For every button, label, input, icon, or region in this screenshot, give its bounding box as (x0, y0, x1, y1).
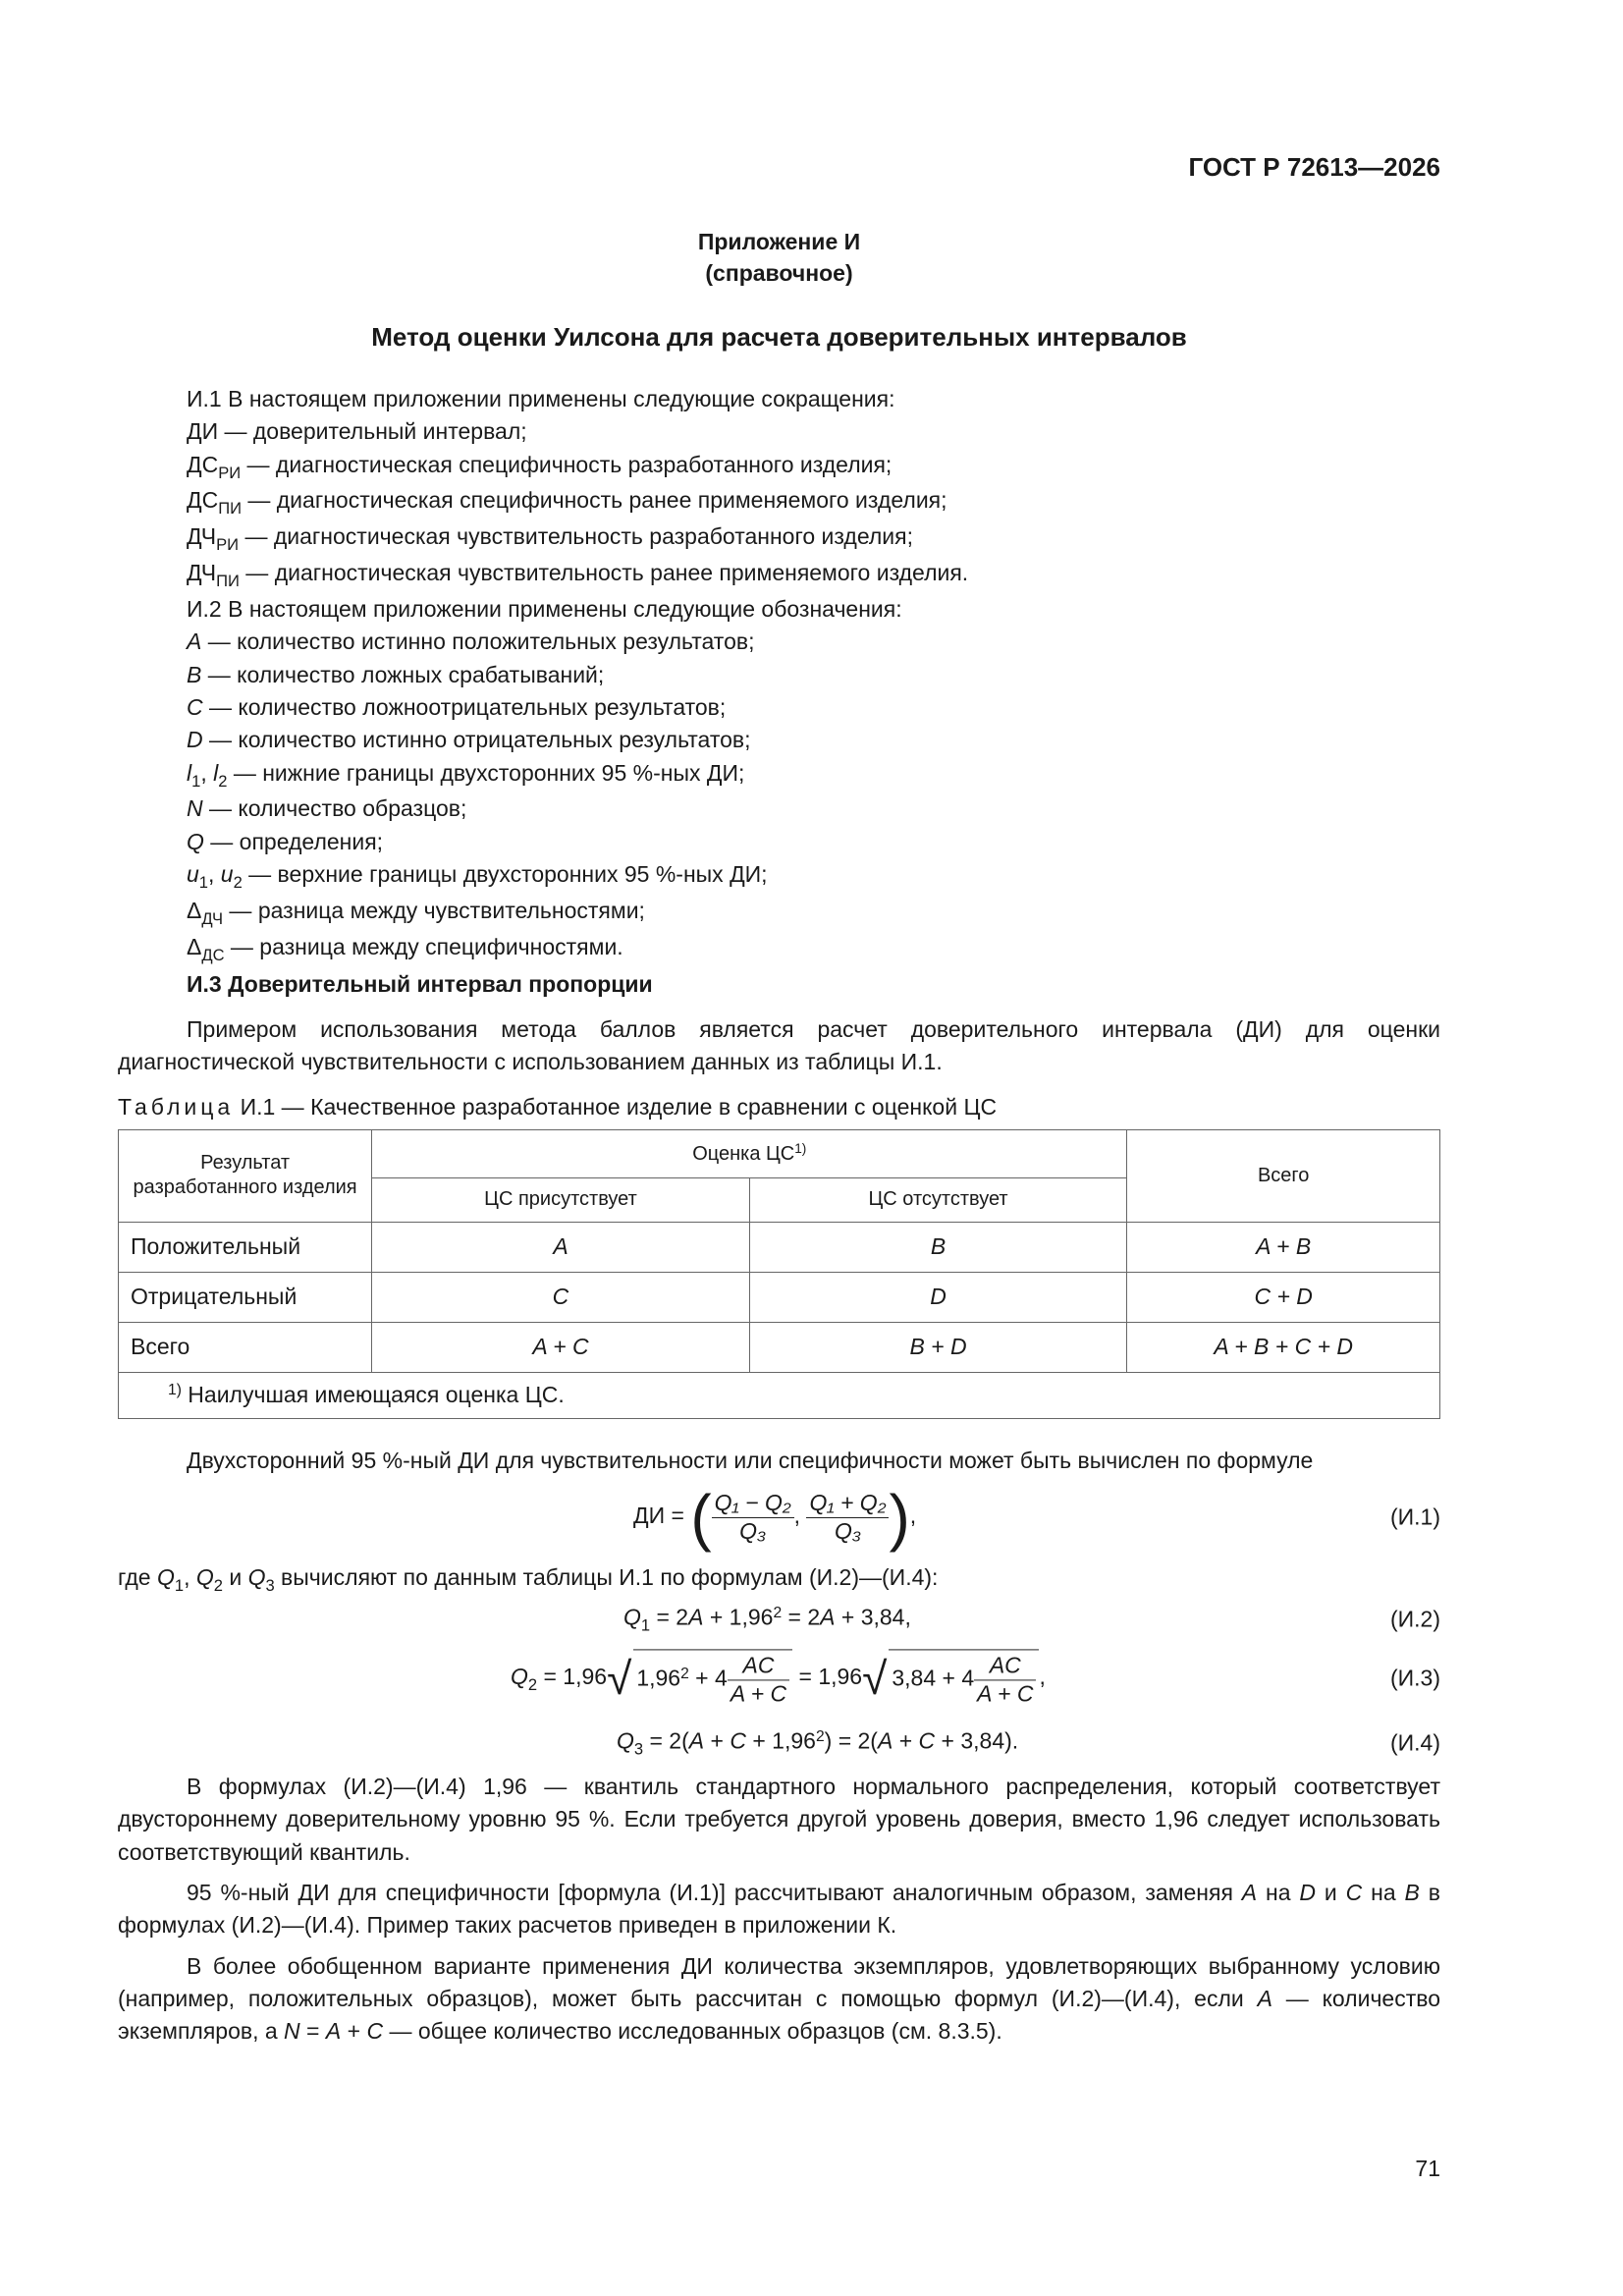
symbol-letter: A (688, 1604, 704, 1630)
cell-value: A + B (1256, 1233, 1312, 1260)
table-cell (1127, 1322, 1440, 1372)
paragraph-generalized (118, 1950, 1440, 2049)
symbol-u (118, 858, 1440, 895)
symbols-intro: И.2 В настоящем приложении применены следующие обозначения: (187, 595, 902, 622)
symbol-letter: D (187, 727, 203, 753)
table-cell (372, 1272, 750, 1322)
formula-part: 1,96 (636, 1665, 681, 1691)
formula-lhs: ДИ = (633, 1503, 684, 1529)
symbol-letter: N (187, 795, 203, 822)
results-table (118, 1129, 1440, 1419)
symbol-letter: Q (617, 1727, 634, 1754)
symbol-sub: 2 (527, 1674, 538, 1694)
cell-value: A + C (532, 1334, 589, 1360)
abbrev-sub: РИ (218, 463, 242, 482)
radicand (633, 1649, 792, 1707)
formula-number: (И.3) (1389, 1665, 1440, 1691)
table-header-row (119, 1129, 1440, 1177)
symbol-sub: 3 (633, 1739, 644, 1759)
numerator: Q₁ − Q₂ (712, 1490, 794, 1518)
row-label: Положительный (119, 1222, 372, 1272)
abbrev-ds-pi (118, 484, 1440, 520)
formula-part: + (704, 1727, 730, 1754)
table-footnote-row (119, 1372, 1440, 1418)
denominator: Q₃ (834, 1517, 861, 1544)
superscript: 2 (773, 1604, 783, 1621)
symbol-text: — верхние границы двухсторонних 95 %-ных ДИ; (242, 861, 768, 888)
abbrev-term: ДС (187, 451, 219, 477)
symbol-letter: Q (156, 1564, 175, 1591)
symbol-letter: l (187, 759, 192, 786)
separator: , (793, 1503, 801, 1529)
formula-i2-expression (623, 1602, 911, 1638)
formula-part: = 2 (782, 1604, 821, 1630)
table-caption (118, 1091, 1440, 1123)
symbol-sub: 2 (213, 1575, 223, 1595)
symbol-delta-dch (118, 895, 1440, 931)
annex-label: Приложение И (697, 229, 861, 254)
table-cell (372, 1222, 750, 1272)
fraction (712, 1490, 794, 1545)
paragraph-text: В более обобщенном варианте применения ДИ количества экземпляров, удовлетворяющих выбранному условию (например, положительных образцов), может быть рассчитан с помощью формул (И.2)—(И.4), если (118, 1952, 1440, 2012)
abbrev-term: ДЧ (187, 560, 217, 586)
where-text: где (118, 1564, 157, 1591)
table-row (119, 1272, 1440, 1322)
symbol-letter: A (688, 1727, 705, 1754)
fraction (974, 1652, 1036, 1707)
symbol-letter: Q (511, 1664, 528, 1690)
abbrev-dch-ri (118, 520, 1440, 557)
paragraph-text: на (1362, 1880, 1405, 1906)
symbol-text: — разница между специфичностями. (224, 933, 623, 959)
paragraph-text: и (1316, 1880, 1346, 1906)
abbrev-sub: РИ (216, 535, 240, 555)
document-page (118, 0, 1440, 2296)
symbol-l (118, 757, 1440, 793)
abbrev-term: ДЧ (187, 523, 217, 550)
cell-value: A (553, 1233, 568, 1260)
paragraph-text: 95 %-ный ДИ для специфичности [формула (И.1)] рассчитывают аналогичным образом, заменяя (187, 1880, 1242, 1906)
symbol-sub: 1 (640, 1615, 651, 1635)
symbol-text: — нижние границы двухсторонних 95 %-ных ДИ; (227, 759, 745, 786)
table-cell (749, 1222, 1127, 1272)
formula-part: + 3,84, (835, 1604, 911, 1630)
table-cell (749, 1272, 1127, 1322)
abbrev-sub: ПИ (218, 499, 242, 519)
paragraph-text: = (299, 2018, 326, 2045)
symbol-n (118, 793, 1440, 825)
formula-i3 (118, 1641, 1440, 1716)
superscript: 2 (680, 1665, 689, 1682)
header-footnote-mark: 1) (794, 1140, 807, 1156)
symbol-text: — количество ложноотрицательных результатов; (202, 693, 727, 720)
symbol-text: — определения; (203, 828, 384, 854)
paren-open: ( (690, 1482, 712, 1554)
denominator: Q₃ (739, 1517, 767, 1544)
symbol-letter: u (187, 861, 199, 888)
superscript: 2 (815, 1727, 825, 1745)
symbol-letter: D (1299, 1880, 1317, 1906)
annex-heading (118, 226, 1440, 289)
symbol-letter: C (730, 1727, 746, 1754)
annex-body (118, 383, 1440, 2049)
formula-tail: , (909, 1503, 917, 1529)
abbrev-term: ДС (187, 487, 219, 514)
formula-number: (И.4) (1389, 1729, 1440, 1756)
sqrt-icon: √ (862, 1652, 888, 1704)
formula-i2 (118, 1598, 1440, 1641)
symbol-letter: A (877, 1727, 893, 1754)
page-number: 71 (1415, 2156, 1440, 2181)
symbol-text: — количество ложных срабатываний; (201, 661, 605, 687)
table-row (119, 1322, 1440, 1372)
symbol-c (118, 691, 1440, 724)
symbol-sub: 1 (191, 771, 201, 791)
row-label: Всего (119, 1322, 372, 1372)
delta-symbol: Δ (187, 933, 202, 959)
header-total: Всего (1127, 1129, 1440, 1222)
row-label: Отрицательный (119, 1272, 372, 1322)
symbol-letter: C (187, 693, 203, 720)
paragraph-text: в формулах (И.2)—(И.4). Пример таких расчетов приведен в приложении К. (118, 1880, 1440, 1939)
symbol-letter: u (220, 861, 234, 888)
denominator: A + C (977, 1679, 1034, 1706)
abbrev-di: ДИ — доверительный интервал; (187, 418, 527, 445)
formula-part: ) = 2( (824, 1727, 878, 1754)
symbol-letter: Q (195, 1564, 214, 1591)
symbol-delta-ds (118, 931, 1440, 967)
abbrev-intro: И.1 В настоящем приложении применены следующие сокращения: (187, 386, 895, 411)
table-caption-text: И.1 — Качественное разработанное изделие в сравнении с оценкой ЦС (234, 1093, 998, 1120)
symbol-letter: A (820, 1604, 836, 1630)
header-result: Результат разработанного изделия (119, 1129, 372, 1222)
footnote-mark: 1) (168, 1382, 182, 1399)
formula-part: 3,84 + 4 (892, 1665, 975, 1691)
symbol-letter: Q (623, 1604, 641, 1630)
formula-number: (И.2) (1389, 1606, 1440, 1632)
cell-value: B + D (909, 1334, 967, 1360)
formula-part: = 2( (643, 1727, 689, 1754)
symbol-text: — количество образцов; (202, 795, 467, 822)
cell-value: D (930, 1284, 947, 1310)
table-cell (372, 1322, 750, 1372)
symbol-d (118, 724, 1440, 756)
formula-part: + 1,96 (745, 1727, 816, 1754)
section-heading-i3: И.3 Доверительный интервал пропорции (187, 971, 653, 998)
table-cell (1127, 1272, 1440, 1322)
table-row (119, 1222, 1440, 1272)
symbol-letter: A (187, 629, 202, 655)
symbol-letter: Q (247, 1564, 266, 1591)
where-text: , (184, 1564, 196, 1591)
header-present: ЦС присутствует (372, 1177, 750, 1222)
symbol-sub: 1 (174, 1575, 185, 1595)
paragraph-i3: Примером использования метода баллов является расчет доверительного интервала (ДИ) для оценки диагностической чувствительности с использованием данных из таблицы И.1. (118, 1015, 1440, 1075)
formula-part: + 4 (688, 1665, 728, 1691)
symbol-letter: A (1257, 1986, 1272, 2012)
symbol-letter: C (918, 1727, 936, 1754)
symbol-sub: ДС (201, 945, 225, 964)
paragraph-text: — общее количество исследованных образцов (см. 8.3.5). (383, 2018, 1002, 2045)
formula-i1 (118, 1477, 1440, 1558)
radicand (889, 1649, 1039, 1707)
abbrev-dch-pi (118, 557, 1440, 593)
symbol-sub: 2 (218, 771, 228, 791)
delta-symbol: Δ (187, 897, 202, 923)
paragraph-specificity (118, 1877, 1440, 1942)
abbrev-text: — диагностическая чувствительность разработанного изделия; (239, 523, 913, 550)
formula-i4 (118, 1716, 1440, 1771)
numerator: AC (974, 1652, 1036, 1680)
symbol-b (118, 659, 1440, 691)
table-cell (749, 1322, 1127, 1372)
symbol-text: — количество истинно положительных результатов; (201, 629, 755, 655)
footnote-text: Наилучшая имеющаяся оценка ЦС. (181, 1382, 565, 1408)
abbrev-ds-ri (118, 449, 1440, 485)
abbrev-sub: ПИ (216, 571, 240, 590)
table-cell (1127, 1222, 1440, 1272)
symbol-letter: C (1345, 1880, 1363, 1906)
formula-part: + 1,96 (703, 1604, 774, 1630)
paragraph-quantile: В формулах (И.2)—(И.4) 1,96 — квантиль стандартного нормального распределения, который соответствует двустороннему доверительному уровню 95 %. Если требуется другой уровень доверия, вместо 1,96 следует использовать соответствующий квантиль. (118, 1773, 1440, 1865)
denominator: A + C (730, 1679, 787, 1706)
formula-number: (И.1) (1389, 1503, 1440, 1530)
symbol-sub: 3 (265, 1575, 275, 1595)
formula-part: = 1,96 (792, 1664, 863, 1690)
where-text: и (222, 1564, 248, 1591)
symbol-comma: , (208, 861, 221, 888)
where-line (118, 1561, 1440, 1598)
symbol-letter: B (1404, 1880, 1420, 1906)
abbrev-text: — диагностическая чувствительность ранее применяемого изделия. (239, 560, 969, 586)
symbol-letter: A (1241, 1880, 1258, 1906)
paragraph-text: — количество экземпляров, а (118, 1986, 1441, 2045)
symbol-letter: Q (187, 828, 204, 854)
cell-value: C (552, 1284, 569, 1310)
header-absent: ЦС отсутствует (749, 1177, 1127, 1222)
symbol-text: — разница между чувствительностями; (223, 897, 645, 923)
table-footnote (119, 1372, 1440, 1418)
paragraph-text: на (1257, 1880, 1300, 1906)
cell-value: A + B + C + D (1214, 1334, 1353, 1360)
formula-i1-expression (633, 1482, 917, 1554)
cell-value: C + D (1254, 1284, 1313, 1310)
cell-value: B (930, 1233, 947, 1260)
annex-title: Метод оценки Уилсона для расчета доверительных интервалов (371, 322, 1187, 352)
formula-i3-expression (511, 1649, 1046, 1707)
formula-tail: , (1039, 1664, 1046, 1690)
annex-kind: (справочное) (705, 260, 853, 287)
symbol-text: — количество истинно отрицательных результатов; (202, 727, 751, 753)
formula-part: + (893, 1727, 919, 1754)
numerator: Q₁ + Q₂ (806, 1490, 889, 1518)
abbrev-text: — диагностическая специфичность ранее применяемого изделия; (241, 487, 947, 514)
numerator: AC (728, 1652, 789, 1680)
formula-i4-expression (617, 1725, 1018, 1762)
paragraph-text: + (341, 2018, 367, 2045)
symbol-sub: 1 (198, 872, 208, 892)
abbrev-text: — диагностическая специфичность разработанного изделия; (241, 451, 893, 477)
header-evaluation-label: Оценка ЦС (692, 1142, 795, 1165)
fraction (806, 1490, 889, 1545)
symbol-a (118, 626, 1440, 658)
fraction (728, 1652, 789, 1707)
symbol-letter: N (284, 2018, 300, 2045)
sqrt-icon: √ (607, 1652, 632, 1704)
where-text: вычисляют по данным таблицы И.1 по формулам (И.2)—(И.4): (274, 1564, 939, 1591)
header-evaluation (372, 1129, 1127, 1177)
symbol-comma: , (200, 759, 214, 786)
formula-part: + 3,84). (935, 1727, 1019, 1754)
formula-intro: Двухсторонний 95 %-ный ДИ для чувствительности или специфичности может быть вычислен по формуле (187, 1447, 1314, 1473)
symbol-letter: C (366, 2018, 384, 2045)
symbol-letter: l (213, 759, 219, 786)
symbol-sub: ДЧ (201, 908, 224, 928)
symbol-q (118, 826, 1440, 858)
document-code: ГОСТ Р 72613—2026 (1188, 152, 1440, 182)
symbol-letter: A (325, 2018, 342, 2045)
paren-close: ) (889, 1482, 910, 1554)
formula-part: = 2 (650, 1604, 689, 1630)
formula-part: = 1,96 (537, 1664, 608, 1690)
table-caption-label: Таблица (118, 1093, 235, 1120)
symbol-sub: 2 (233, 872, 243, 892)
symbol-letter: B (187, 661, 202, 687)
